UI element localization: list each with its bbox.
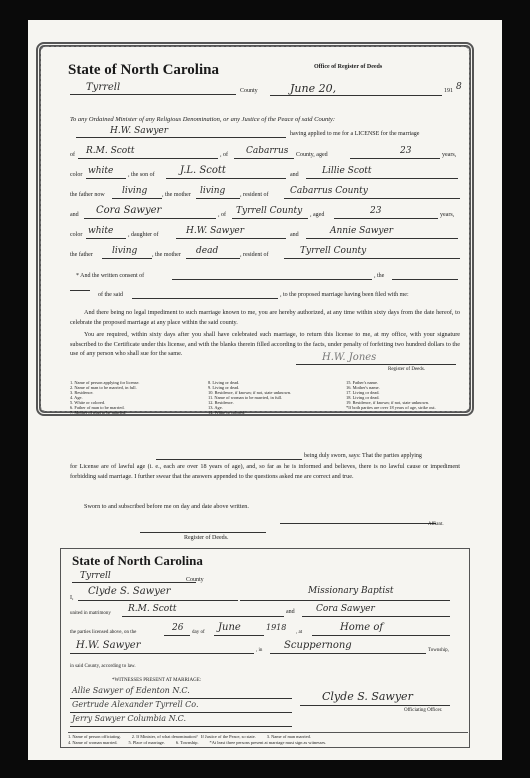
cert-at-label: , at	[296, 630, 303, 635]
cert-officiant: Clyde S. Sawyer	[88, 586, 171, 597]
affiant-label: Affiant.	[428, 522, 444, 527]
cert-township: Scuppernong	[284, 640, 352, 651]
witness1-line	[70, 698, 292, 699]
years2-label: years,	[440, 212, 455, 218]
bride-age-line	[334, 218, 438, 219]
mother-status-line	[196, 198, 240, 199]
cert-footer-line-1: 1. Name of person officiating. 2. If Minister, of what denomination? If Justice of the Peace, so state. 3. Name of man married.	[68, 734, 311, 739]
cert-footer-line-2: 4. Name of woman married. 5. Place of marriage. 6. Township. *At least three persons present at marriage must sign as witnesses.	[68, 739, 327, 745]
cert-licensed-label: the parties licensed above, on the	[70, 630, 137, 635]
of-county-label: , of	[220, 152, 228, 158]
bride-county: Tyrrell County	[236, 206, 303, 216]
bride-resident-line	[284, 258, 460, 259]
groom-color-line	[86, 178, 126, 179]
bride-mother-status: dead	[196, 246, 219, 256]
groom-mother: Lillie Scott	[322, 166, 372, 176]
legend-col-1: 1. Name of person applying for license. 2. Name of man to be married, in full. 3. Residence. 4. Age. 5. White or colored. 6. Father of man to be married. 7. Mother of man to be married.	[70, 380, 140, 415]
cert-denomination: Missionary Baptist	[308, 586, 394, 596]
sworn-name-line	[156, 459, 302, 460]
witness-2: Gertrude Alexander Tyrrell Co.	[72, 700, 199, 709]
county-line	[70, 94, 236, 95]
mother2-status-line	[186, 258, 240, 259]
groom-county: Cabarrus	[246, 146, 289, 156]
state-title: State of North Carolina	[68, 62, 219, 78]
bride-mother: Annie Sawyer	[330, 226, 394, 236]
groom-age-line	[350, 158, 440, 159]
register2-label: Register of Deeds.	[184, 535, 229, 541]
cert-sig-line	[300, 705, 450, 706]
groom-county-line	[234, 158, 294, 159]
affiant-line	[280, 523, 436, 524]
applicant: H.W. Sawyer	[110, 126, 169, 136]
cert-county-law: in said County, according to law.	[70, 664, 136, 669]
groom-resident: Cabarrus County	[290, 186, 368, 196]
legend-col-3: 15. Father's name. 16. Mother's name. 17. Living or dead. 18. Living or dead. 19. Residence, if known; if not, state unknown. *If both parties are over 18 years of age, strike out.	[346, 380, 436, 410]
cert-officiating-label: Officiating Officer.	[404, 708, 443, 713]
bride-father-line	[176, 238, 286, 239]
cert-month-line	[214, 635, 264, 636]
year-prefix: 191	[444, 88, 453, 94]
cert-and-label: and	[286, 609, 295, 615]
cert-officiant-line	[78, 600, 238, 601]
father-status-line	[112, 198, 162, 199]
proposed-label: , to the proposed marriage having been filed with me:	[280, 292, 409, 298]
date-hand: June 20,	[290, 82, 337, 95]
cert-place2: H.W. Sawyer	[76, 640, 141, 651]
and-label: and	[290, 172, 299, 178]
groom-father-status: living	[122, 186, 148, 196]
register2-line	[140, 532, 266, 533]
register-sig-line	[296, 364, 456, 365]
county-label: County	[240, 88, 258, 94]
mother2-label: , the mother	[152, 252, 181, 258]
office-label: Office of Register of Deeds	[314, 64, 383, 70]
color2-label: color	[70, 232, 83, 238]
groom-line	[78, 158, 218, 159]
groom-age: 23	[400, 146, 412, 156]
groom-father-line	[166, 178, 286, 179]
cert-groom-line	[122, 616, 284, 617]
legend-col-2: 8. Living or dead. 9. Living or dead. 10. Residence, if known; if not, state unknown. 11. Name of woman to be married, in full. 12. Residence. 13. Age. 14. White or colored.	[208, 380, 292, 415]
mother-label: , the mother	[162, 192, 191, 198]
groom-resident-line	[284, 198, 460, 199]
cert-footer	[68, 732, 468, 745]
cert-officiant-signature: Clyde S. Sawyer	[322, 690, 413, 703]
register-signature: H.W. Jones	[322, 352, 377, 363]
cert-county-hand: Tyrrell	[80, 571, 111, 581]
said-line	[132, 298, 278, 299]
cert-i-label: I,	[70, 595, 74, 601]
year-hand: 8	[456, 82, 462, 92]
witness-3: Jerry Sawyer Columbia N.C.	[72, 714, 187, 723]
bride-father: H.W. Sawyer	[186, 226, 245, 236]
cert-bride: Cora Sawyer	[316, 604, 375, 614]
bride-color-line	[86, 238, 126, 239]
authorization-paragraph: And there being no legal impediment to such marriage known to me, you are hereby authorized, at any time within sixty days from the date hereof, to celebrate the proposed marriage at any place within the said county.	[70, 309, 460, 326]
groom-color: white	[88, 166, 114, 176]
the-label: , the	[374, 273, 385, 279]
groom-mother-status: living	[200, 186, 226, 196]
cert-state-title: State of North Carolina	[72, 553, 203, 568]
resident2-label: , resident of	[240, 252, 269, 258]
cert-day-of: day of	[192, 630, 205, 635]
cert-day-line	[164, 635, 190, 636]
cert-place2-line	[70, 653, 254, 654]
father-now-label: the father now	[70, 192, 105, 198]
cert-month: June	[218, 622, 241, 633]
date-line	[270, 95, 442, 96]
bride-resident: Tyrrell County	[300, 246, 367, 256]
duly-sworn: being duly sworn, says: That the parties applying	[304, 453, 422, 459]
and2-label: and	[70, 212, 79, 218]
groom-mother-line	[306, 178, 458, 179]
witness-1: Allie Sawyer of Edenton N.C.	[72, 686, 190, 695]
bride-father-status: living	[112, 246, 138, 256]
and3-label: and	[290, 232, 299, 238]
register-label: Register of Deeds.	[388, 367, 426, 372]
cert-place: Home of	[340, 622, 384, 633]
father2-label: the father	[70, 252, 93, 258]
cert-groom: R.M. Scott	[128, 604, 177, 614]
cert-day: 26	[172, 623, 184, 633]
daughter-label: , daughter of	[128, 232, 159, 238]
cert-year: 1918	[266, 623, 287, 632]
witness2-line	[70, 712, 292, 713]
groom-father: J.L. Scott	[180, 165, 226, 176]
cert-township-label: Township,	[428, 648, 449, 653]
cert-in-label: , in	[256, 648, 263, 653]
requirement-paragraph: You are required, within sixty days after you shall have celebrated such marriage, to return this license to me, at my office, with your signature subscribed to the Certificate under this license, and with the blanks therein filled according to the facts, under penalty of forfeiting two hundred dollars to the use of any person who shall sue for the same.	[70, 331, 460, 357]
cert-witness-header: *WITNESSES PRESENT AT MARRIAGE:	[112, 678, 202, 683]
years-label: years,	[442, 152, 457, 158]
bride-name: Cora Sawyer	[96, 205, 162, 216]
bride-county-line	[232, 218, 308, 219]
legend-grid	[70, 380, 464, 416]
the-line	[392, 279, 458, 280]
affidavit-text: for License are of lawful age (i. e., each are over 18 years of age), and, so far as he is informed and believes, there is no lawful cause or impediment forbidding said marriage. I further swear that the answers appended to the questions asked me are correct and true.	[70, 463, 460, 480]
sworn-text: Sworn to and subscribed before me on day and date above written.	[84, 503, 249, 510]
cert-township-line	[270, 653, 426, 654]
cert-united-label: united in matrimony	[70, 611, 111, 616]
color-label: color	[70, 172, 83, 178]
resident-label: , resident of	[240, 192, 269, 198]
father2-status-line	[102, 258, 152, 259]
bride-mother-line	[306, 238, 458, 239]
bride-age: 23	[370, 206, 382, 216]
cert-bride-line	[302, 616, 450, 617]
cert-county-label: County	[186, 577, 204, 583]
bride-line	[84, 218, 216, 219]
cert-denom-line	[240, 600, 450, 601]
applicant-line	[76, 137, 286, 138]
aged2-label: , aged	[310, 212, 325, 218]
groom-name: R.M. Scott	[86, 146, 135, 156]
witness3-line	[70, 726, 292, 727]
cert-county-line	[72, 582, 196, 583]
son-label: , the son of	[128, 172, 155, 178]
county-aged-label: County, aged	[296, 152, 328, 158]
of2-label: , of	[218, 212, 226, 218]
of-label: of	[70, 152, 75, 158]
cert-place-line	[312, 635, 450, 636]
consent-line	[172, 279, 372, 280]
bride-color: white	[88, 226, 114, 236]
county-hand: Tyrrell	[86, 82, 121, 93]
of-said-pre-line	[70, 290, 90, 291]
of-the-said: of the said	[98, 292, 123, 298]
intro-text: To any Ordained Minister of any Religious Denomination, or any Justice of the Peace of said County:	[70, 116, 336, 123]
consent-label: * And the written consent of	[76, 273, 145, 279]
applied-text: having applied to me for a LICENSE for the marriage	[290, 131, 420, 137]
